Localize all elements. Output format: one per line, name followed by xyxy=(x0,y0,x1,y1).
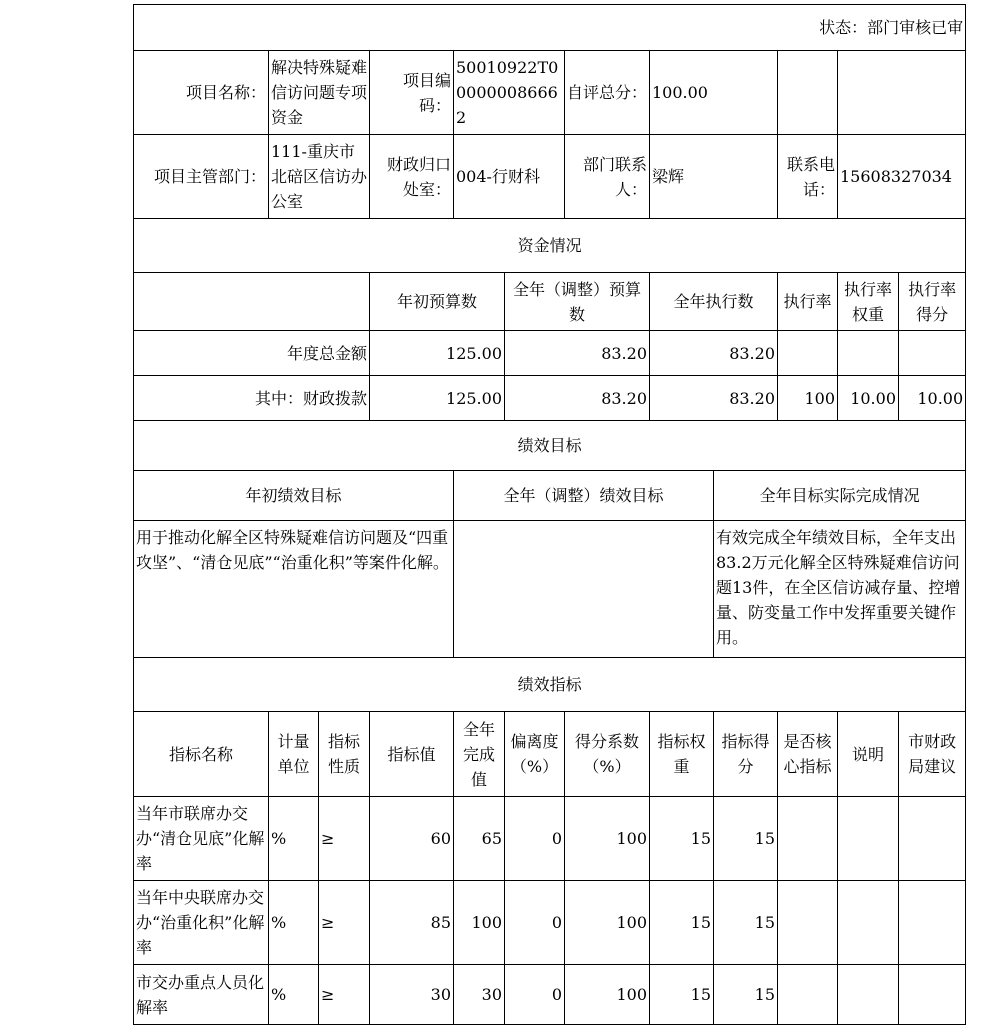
funds-section-title: 资金情况 xyxy=(134,219,966,273)
ind-done: 30 xyxy=(454,965,505,1025)
ind-header-done: 全年完成值 xyxy=(454,712,505,797)
self-score-value: 100.00 xyxy=(650,51,778,135)
goals-adjusted-text xyxy=(454,521,714,658)
status-text: 状态：部门审核已审 xyxy=(134,5,966,51)
ind-name: 当年中央联席办交办“治重化积”化解率 xyxy=(134,881,269,965)
funds-row-budget: 125.00 xyxy=(370,331,505,376)
project-code-value: 50010922T000000086662 xyxy=(454,51,565,135)
ind-done: 65 xyxy=(454,797,505,881)
funds-row-score: 10.00 xyxy=(899,376,966,421)
dept-value: 111-重庆市北碚区信访办公室 xyxy=(269,135,370,219)
funds-header-score: 执行率得分 xyxy=(899,273,966,331)
goals-initial-text: 用于推动化解全区特殊疑难信访问题及“四重攻坚”、“清仓见底”“治重化积”等案件化解。 xyxy=(134,521,454,658)
funds-row-executed: 83.20 xyxy=(650,331,778,376)
ind-value: 60 xyxy=(370,797,454,881)
funds-header-adjusted: 全年（调整）预算数 xyxy=(505,273,650,331)
blank-cell xyxy=(778,51,838,135)
ind-header-unit: 计量单位 xyxy=(269,712,319,797)
funds-header-executed: 全年执行数 xyxy=(650,273,778,331)
ind-nature: ≥ xyxy=(319,965,370,1025)
ind-core xyxy=(778,881,838,965)
ind-header-value: 指标值 xyxy=(370,712,454,797)
ind-nature: ≥ xyxy=(319,881,370,965)
ind-done: 100 xyxy=(454,881,505,965)
funds-row-rate: 100 xyxy=(778,376,838,421)
self-score-label: 自评总分： xyxy=(565,51,650,135)
ind-score: 15 xyxy=(714,965,778,1025)
indicators-section-title: 绩效指标 xyxy=(134,658,966,712)
contact-value: 梁辉 xyxy=(650,135,778,219)
ind-core xyxy=(778,797,838,881)
funds-row-rate xyxy=(778,331,838,376)
ind-header-weight: 指标权重 xyxy=(650,712,714,797)
dept-label: 项目主管部门： xyxy=(134,135,269,219)
funds-row-weight xyxy=(838,331,899,376)
ind-name: 市交办重点人员化解率 xyxy=(134,965,269,1025)
finance-office-value: 004-行财科 xyxy=(454,135,565,219)
project-code-label: 项目编码： xyxy=(370,51,454,135)
ind-header-nature: 指标性质 xyxy=(319,712,370,797)
table-row xyxy=(134,797,966,881)
funds-row-budget: 125.00 xyxy=(370,376,505,421)
ind-deviation: 0 xyxy=(505,881,565,965)
funds-header-rate: 执行率 xyxy=(778,273,838,331)
ind-weight: 15 xyxy=(650,965,714,1025)
funds-row-weight: 10.00 xyxy=(838,376,899,421)
funds-row-adjusted: 83.20 xyxy=(505,331,650,376)
ind-weight: 15 xyxy=(650,797,714,881)
ind-header-core: 是否核心指标 xyxy=(778,712,838,797)
ind-coef: 100 xyxy=(565,965,650,1025)
funds-row-score xyxy=(899,331,966,376)
ind-deviation: 0 xyxy=(505,797,565,881)
funds-row-executed: 83.20 xyxy=(650,376,778,421)
funds-header-weight: 执行率权重 xyxy=(838,273,899,331)
ind-score: 15 xyxy=(714,881,778,965)
project-name-label: 项目名称： xyxy=(134,51,269,135)
phone-value: 15608327034 xyxy=(838,135,966,219)
ind-deviation: 0 xyxy=(505,965,565,1025)
ind-weight: 15 xyxy=(650,881,714,965)
ind-header-name: 指标名称 xyxy=(134,712,269,797)
ind-note xyxy=(838,965,899,1025)
ind-header-coef: 得分系数（%） xyxy=(565,712,650,797)
ind-advice xyxy=(899,797,966,881)
project-name-value: 解决特殊疑难信访问题专项资金 xyxy=(269,51,370,135)
ind-unit: % xyxy=(269,965,319,1025)
ind-score: 15 xyxy=(714,797,778,881)
goals-header-initial: 年初绩效目标 xyxy=(134,471,454,521)
ind-header-deviation: 偏离度（%） xyxy=(505,712,565,797)
ind-nature: ≥ xyxy=(319,797,370,881)
ind-name: 当年市联席办交办“清仓见底”化解率 xyxy=(134,797,269,881)
ind-header-advice: 市财政局建议 xyxy=(899,712,966,797)
funds-header-budget: 年初预算数 xyxy=(370,273,505,331)
funds-row-label: 年度总金额 xyxy=(134,331,370,376)
ind-advice xyxy=(899,965,966,1025)
contact-label: 部门联系人： xyxy=(565,135,650,219)
ind-unit: % xyxy=(269,797,319,881)
performance-evaluation-table xyxy=(133,4,966,1025)
goals-section-title: 绩效目标 xyxy=(134,421,966,471)
ind-core xyxy=(778,965,838,1025)
funds-row-adjusted: 83.20 xyxy=(505,376,650,421)
ind-note xyxy=(838,797,899,881)
ind-coef: 100 xyxy=(565,797,650,881)
funds-row-label: 其中：财政拨款 xyxy=(134,376,370,421)
ind-value: 85 xyxy=(370,881,454,965)
goals-header-adjusted: 全年（调整）绩效目标 xyxy=(454,471,714,521)
phone-label: 联系电话： xyxy=(778,135,838,219)
table-row xyxy=(134,965,966,1025)
goals-header-actual: 全年目标实际完成情况 xyxy=(714,471,966,521)
finance-office-label: 财政归口处室： xyxy=(370,135,454,219)
ind-note xyxy=(838,881,899,965)
blank-cell xyxy=(838,51,966,135)
ind-coef: 100 xyxy=(565,881,650,965)
ind-unit: % xyxy=(269,881,319,965)
table-row xyxy=(134,881,966,965)
ind-header-score: 指标得分 xyxy=(714,712,778,797)
ind-header-note: 说明 xyxy=(838,712,899,797)
ind-value: 30 xyxy=(370,965,454,1025)
ind-advice xyxy=(899,881,966,965)
blank-cell xyxy=(134,273,370,331)
goals-actual-text: 有效完成全年绩效目标，全年支出83.2万元化解全区特殊疑难信访问题13件，在全区信访减存量、控增量、防变量工作中发挥重要关键作用。 xyxy=(714,521,966,658)
